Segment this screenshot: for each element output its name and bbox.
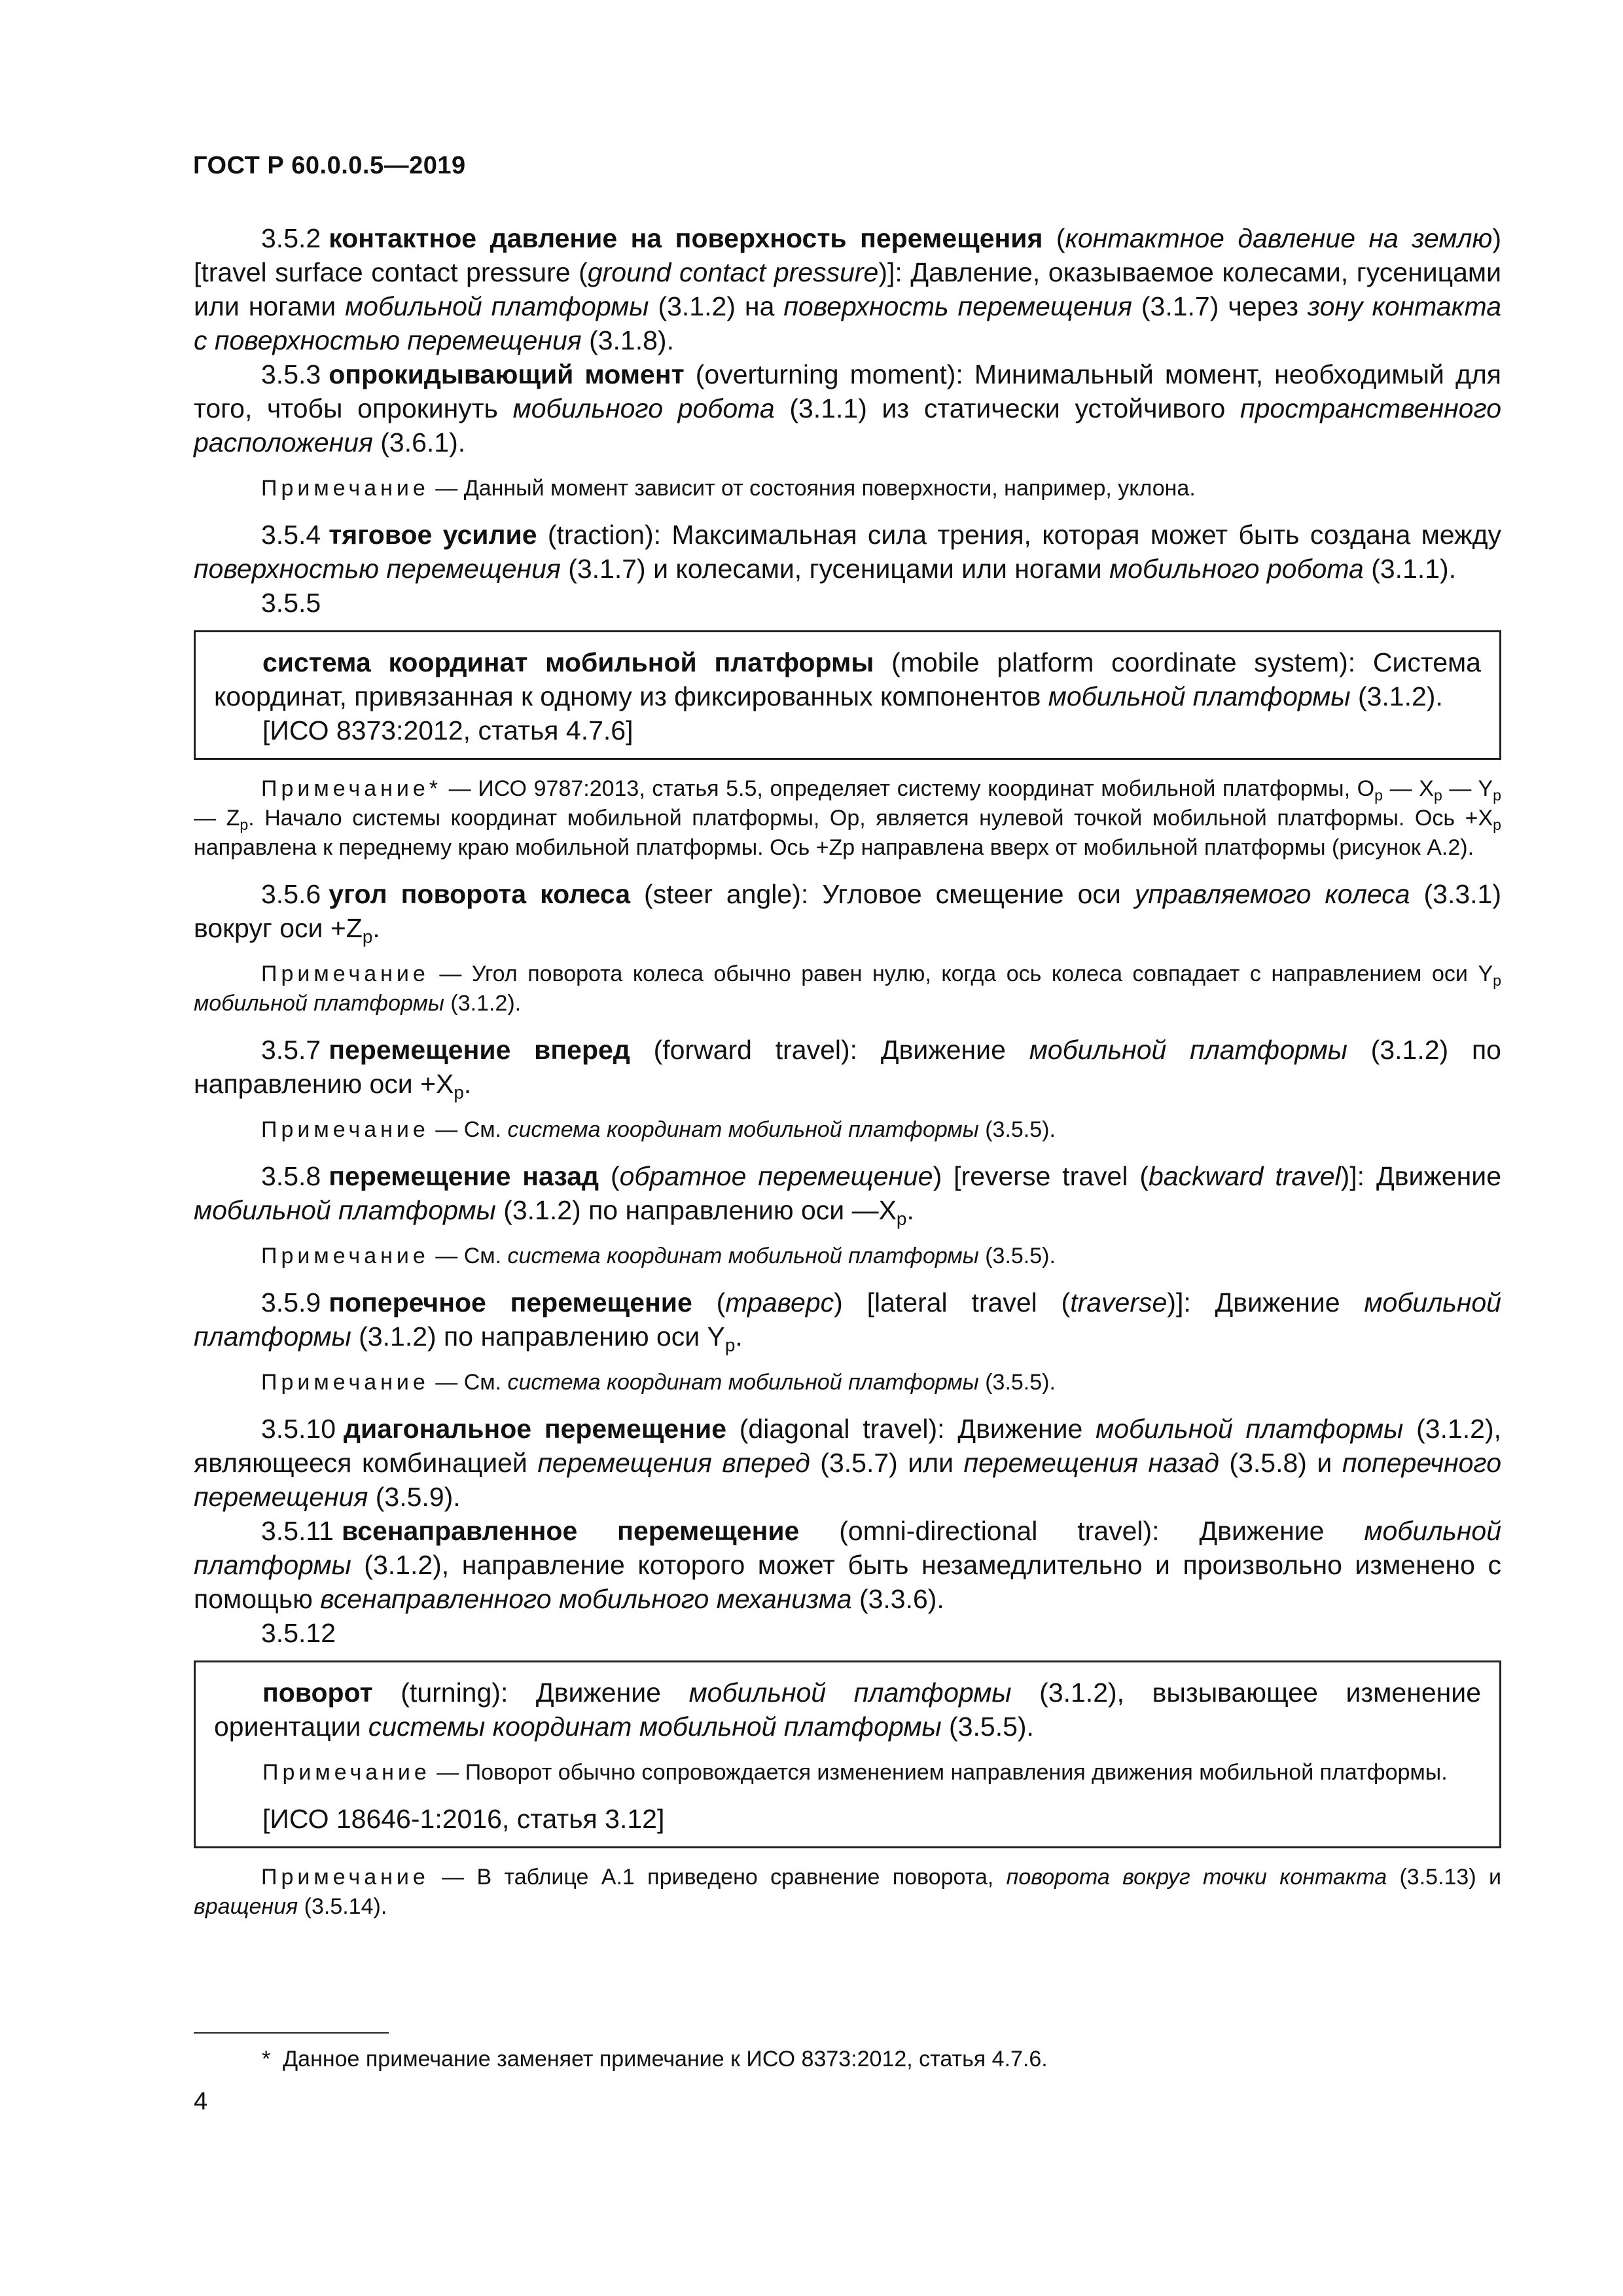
term-title: угол поворота колеса — [329, 879, 631, 909]
footnote-divider — [194, 2032, 389, 2034]
note-3-5-8: Примечание — См. система координат мобильной платформы (3.5.5). — [261, 1244, 1056, 1268]
term-3-5-6: 3.5.6 угол поворота колеса (steer angle): Угловое смещение оси управляемого колеса (3.3.1) вокруг оси $+Z_p$. — [194, 879, 1501, 947]
term-title: перемещение назад — [329, 1161, 599, 1191]
note-3-5-6: Примечание — Угол поворота колеса обычно равен нулю, когда ось колеса совпадает с направлением оси $Y_p$ мобильной платформы (3.1.2). — [194, 961, 1501, 1016]
framed-definition-3-5-12 — [194, 1660, 1501, 1848]
framed-definition-3-5-5 — [194, 630, 1501, 760]
term-3-5-8: 3.5.8 перемещение назад (обратное перемещение) [reverse travel (backward travel)]: Движение мобильной платформы (3.1.2) по направлению оси $—X_p$. — [194, 1161, 1502, 1229]
term-number-3-5-12: 3.5.12 — [261, 1618, 336, 1648]
term-title: перемещение вперед — [329, 1035, 630, 1065]
term-title: контактное давление на поверхность перемещения — [329, 223, 1043, 253]
term-title: диагональное перемещение — [344, 1414, 726, 1444]
page-content — [194, 221, 1501, 1922]
term-3-5-4: 3.5.4 тяговое усилие (traction): Максимальная сила трения, которая может быть создана между поверхностью перемещения (3.1.7) и колесами, гусеницами или ногами мобильного робота (3.1.1). — [194, 520, 1501, 584]
source-reference: [ИСО 18646-1:2016, статья 3.12] — [262, 1804, 665, 1834]
term-3-5-11: 3.5.11 всенаправленное перемещение (omni-directional travel): Движение мобильной платформы (3.1.2), направление которого может быть незамедлительно и произвольно изменено с помощью всенаправленного мобильного механизма (3.3.6). — [194, 1516, 1502, 1614]
note-3-5-7: Примечание — См. система координат мобильной платформы (3.5.5). — [261, 1117, 1056, 1142]
note-in-box-3-5-12: Примечание — Поворот обычно сопровождается изменением направления движения мобильной платформы. — [262, 1760, 1448, 1785]
term-title: опрокидывающий момент — [329, 359, 685, 389]
term-3-5-12: поворот (turning): Движение мобильной платформы (3.1.2), вызывающее изменение ориентации системы координат мобильной платформы (3.5.5). — [214, 1677, 1481, 1742]
term-3-5-3: 3.5.3 опрокидывающий момент (overturning moment): Минимальный момент, необходимый для того, чтобы опрокинуть мобильного робота (3.1.1) из статически устойчивого пространственного расположения (3.6.1). — [194, 359, 1502, 457]
note-3-5-9: Примечание — См. система координат мобильной платформы (3.5.5). — [261, 1370, 1056, 1395]
term-title: тяговое усилие — [329, 520, 537, 550]
document-header: ГОСТ Р 60.0.0.5—2019 — [193, 152, 466, 179]
term-3-5-10: 3.5.10 диагональное перемещение (diagonal travel): Движение мобильной платформы (3.1.2), являющееся комбинацией перемещения вперед (3.5.7) или перемещения назад (3.5.8) и поперечного перемещения (3.5.9). — [194, 1414, 1501, 1512]
term-title: поперечное перемещение — [329, 1287, 692, 1318]
source-reference: [ИСО 8373:2012, статья 4.7.6] — [262, 715, 633, 745]
footnote: * Данное примечание заменяет примечание к ИСО 8373:2012, статья 4.7.6. — [262, 2047, 1048, 2072]
page-number: 4 — [194, 2088, 208, 2115]
term-3-5-5: система координат мобильной платформы (mobile platform coordinate system): Система координат, привязанная к одному из фиксированных компонентов мобильной платформы (3.1.2). — [214, 647, 1481, 711]
note-3-5-5: Примечание* — ИСО 9787:2013, статья 5.5, определяет систему координат мобильной платформы, $O_p$ — $X_p$ — $Y_p$ — $Z_p$. Начало системы координат мобильной платформы, Op, является нулевой точкой мобильной платформы. Ось $+X_p$ направлена к переднему краю мобильной платформы. Ось +Zp направлена вверх от мобильной платформы (рисунок А.2). — [194, 776, 1501, 860]
term-number-3-5-5: 3.5.5 — [261, 588, 321, 618]
term-title: система координат мобильной платформы — [262, 647, 874, 677]
term-3-5-7: 3.5.7 перемещение вперед (forward travel): Движение мобильной платформы (3.1.2) по направлению оси $+X_p$. — [194, 1035, 1501, 1103]
term-3-5-9: 3.5.9 поперечное перемещение (траверс) [lateral travel (traverse)]: Движение мобильной платформы (3.1.2) по направлению оси $Y_p$. — [194, 1287, 1501, 1355]
term-title: поворот — [262, 1677, 373, 1708]
note-3-5-3: Примечание — Данный момент зависит от состояния поверхности, например, уклона. — [261, 476, 1196, 501]
term-3-5-2: 3.5.2 контактное давление на поверхность перемещения (контактное давление на землю) [travel surface contact pressure (ground contact pressure)]: Давление, оказываемое колесами, гусеницами или ногами мобильной платформы (3.1.2) на поверхность перемещения (3.1.7) через зону контакта с поверхностью перемещения (3.1.8). — [194, 223, 1502, 355]
term-title: всенаправленное перемещение — [341, 1516, 800, 1546]
note-3-5-12: Примечание — В таблице А.1 приведено сравнение поворота, поворота вокруг точки контакта (3.5.13) и вращения (3.5.14). — [194, 1865, 1501, 1919]
